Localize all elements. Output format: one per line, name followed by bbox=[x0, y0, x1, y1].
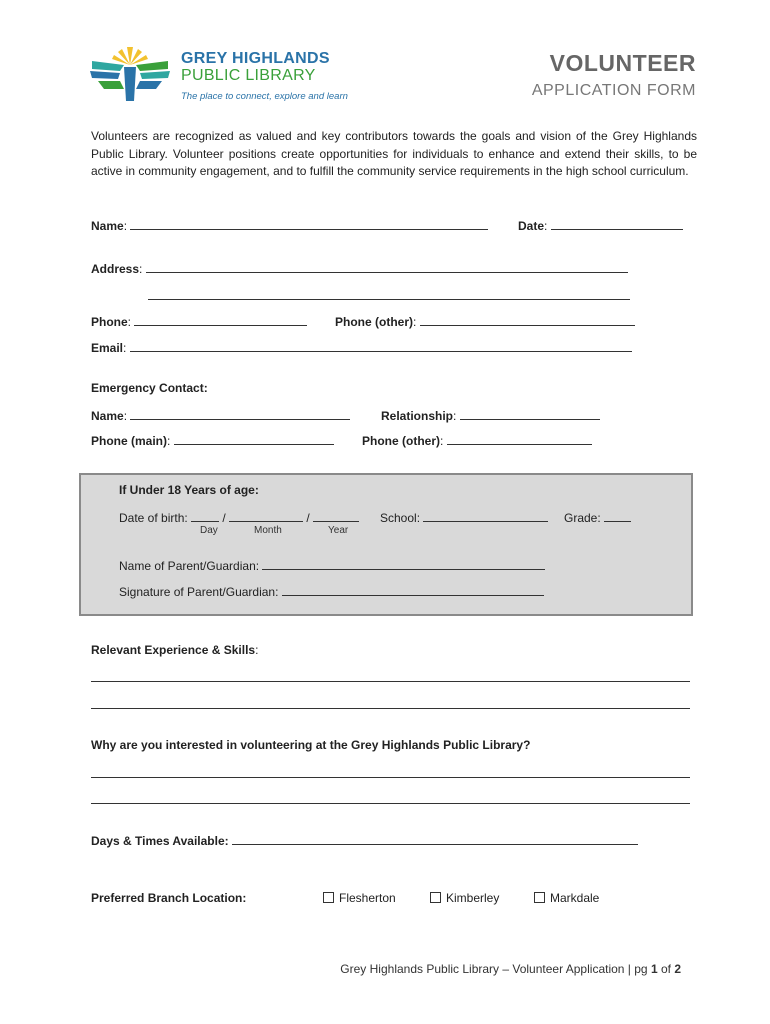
phone-other-label: Phone (other) bbox=[335, 315, 413, 329]
dob-label: Date of birth: bbox=[119, 511, 188, 525]
address-label: Address bbox=[91, 262, 140, 276]
branch-option-label: Flesherton bbox=[339, 891, 396, 905]
branch-label: Preferred Branch Location: bbox=[91, 891, 247, 905]
address-input-line-2[interactable] bbox=[148, 287, 630, 300]
phone-other-input-line[interactable] bbox=[420, 313, 635, 326]
grade-field bbox=[564, 509, 631, 525]
checkbox-icon[interactable] bbox=[323, 892, 334, 903]
experience-input-line-2[interactable] bbox=[91, 708, 690, 709]
footer-page-number: 1 bbox=[650, 962, 658, 976]
intro-paragraph: Volunteers are recognized as valued and key contributors towards the goals and vision of the Grey Highlands Public Library. Volunteer positions create opportunities for individuals to enhance and extend their skills, to be active in community engagement, and to fulfill the community service requirements in the high school curriculum. bbox=[91, 129, 697, 178]
emergency-phone-other-input-line[interactable] bbox=[447, 432, 592, 445]
emergency-name-field: Name: bbox=[91, 407, 350, 423]
name-label: Name bbox=[91, 219, 124, 233]
branch-option-markdale[interactable] bbox=[534, 891, 599, 905]
email-label: Email bbox=[91, 341, 124, 355]
dob-year-hint: Year bbox=[328, 525, 349, 536]
form-title: VOLUNTEER bbox=[549, 50, 696, 76]
branch-option-kimberley[interactable] bbox=[430, 891, 499, 905]
experience-label: Relevant Experience & Skills bbox=[91, 643, 256, 657]
relationship-input-line[interactable] bbox=[460, 407, 600, 420]
date-input-line[interactable] bbox=[551, 217, 683, 230]
emergency-phone-other-label: Phone (other) bbox=[362, 434, 440, 448]
school-input-line[interactable] bbox=[423, 509, 548, 522]
dob-day-line[interactable] bbox=[191, 509, 219, 522]
phone-field: Phone: bbox=[91, 313, 307, 329]
org-tagline: The place to connect, explore and learn bbox=[181, 91, 348, 102]
checkbox-icon[interactable] bbox=[534, 892, 545, 903]
email-input-line[interactable] bbox=[130, 339, 632, 352]
address-field: Address: bbox=[91, 260, 628, 276]
school-label: School: bbox=[380, 511, 421, 525]
date-field: Date: bbox=[518, 217, 683, 233]
footer-text: Grey Highlands Public Library – Volunteer Application | pg bbox=[340, 962, 651, 976]
emergency-phone-other-field: Phone (other): bbox=[362, 432, 592, 448]
sunburst-icon bbox=[90, 47, 170, 101]
emergency-name-input-line[interactable] bbox=[130, 407, 350, 420]
footer-total-pages: 2 bbox=[674, 962, 681, 976]
date-label: Date bbox=[518, 219, 545, 233]
experience-input-line-1[interactable] bbox=[91, 681, 690, 682]
form-subtitle: APPLICATION FORM bbox=[531, 82, 696, 99]
org-subname: PUBLIC LIBRARY bbox=[181, 67, 316, 84]
parent-name-label: Name of Parent/Guardian: bbox=[119, 559, 260, 573]
branch-option-label: Markdale bbox=[550, 891, 600, 905]
interest-input-line-2[interactable] bbox=[91, 803, 690, 804]
parent-name-input-line[interactable] bbox=[262, 557, 545, 570]
dob-field: Date of birth: / / bbox=[119, 509, 359, 525]
parent-signature-label: Signature of Parent/Guardian: bbox=[119, 585, 279, 599]
footer-of: of bbox=[657, 962, 675, 976]
checkbox-icon[interactable] bbox=[430, 892, 441, 903]
phone-label: Phone bbox=[91, 315, 128, 329]
email-field: Email: bbox=[91, 339, 632, 355]
name-input-line[interactable] bbox=[130, 217, 488, 230]
name-field: Name: bbox=[91, 217, 488, 233]
grade-label: Grade: bbox=[564, 511, 601, 525]
emergency-name-label: Name bbox=[91, 409, 124, 423]
grade-input-line[interactable] bbox=[604, 509, 631, 522]
school-field bbox=[380, 509, 548, 525]
emergency-phone-main-label: Phone (main) bbox=[91, 434, 168, 448]
emergency-phone-main-field: Phone (main): bbox=[91, 432, 334, 448]
relationship-label: Relationship bbox=[381, 409, 454, 423]
parent-name-field bbox=[119, 557, 545, 573]
days-input-line[interactable] bbox=[232, 832, 638, 845]
org-name: GREY HIGHLANDS bbox=[181, 50, 330, 67]
dob-month-hint: Month bbox=[254, 525, 282, 536]
minor-heading: If Under 18 Years of age: bbox=[119, 483, 259, 497]
dob-year-line[interactable] bbox=[313, 509, 359, 522]
branch-option-flesherton[interactable] bbox=[323, 891, 396, 905]
phone-input-line[interactable] bbox=[134, 313, 307, 326]
phone-other-field: Phone (other): bbox=[335, 313, 635, 329]
interest-input-line-1[interactable] bbox=[91, 777, 690, 778]
parent-signature-input-line[interactable] bbox=[282, 583, 544, 596]
parent-signature-field bbox=[119, 583, 544, 599]
relationship-field: Relationship: bbox=[381, 407, 600, 423]
address-input-line-1[interactable] bbox=[146, 260, 628, 273]
days-label: Days & Times Available: bbox=[91, 834, 229, 848]
interest-question: Why are you interested in volunteering at the Grey Highlands Public Library? bbox=[91, 738, 531, 752]
dob-month-line[interactable] bbox=[229, 509, 303, 522]
experience-field: Relevant Experience & Skills: bbox=[91, 643, 259, 657]
dob-day-hint: Day bbox=[200, 525, 218, 536]
emergency-phone-main-input-line[interactable] bbox=[174, 432, 334, 445]
address-line-2 bbox=[148, 287, 630, 303]
page-footer bbox=[340, 962, 681, 976]
branch-option-label: Kimberley bbox=[446, 891, 500, 905]
emergency-heading: Emergency Contact: bbox=[91, 381, 208, 395]
days-field bbox=[91, 832, 638, 848]
